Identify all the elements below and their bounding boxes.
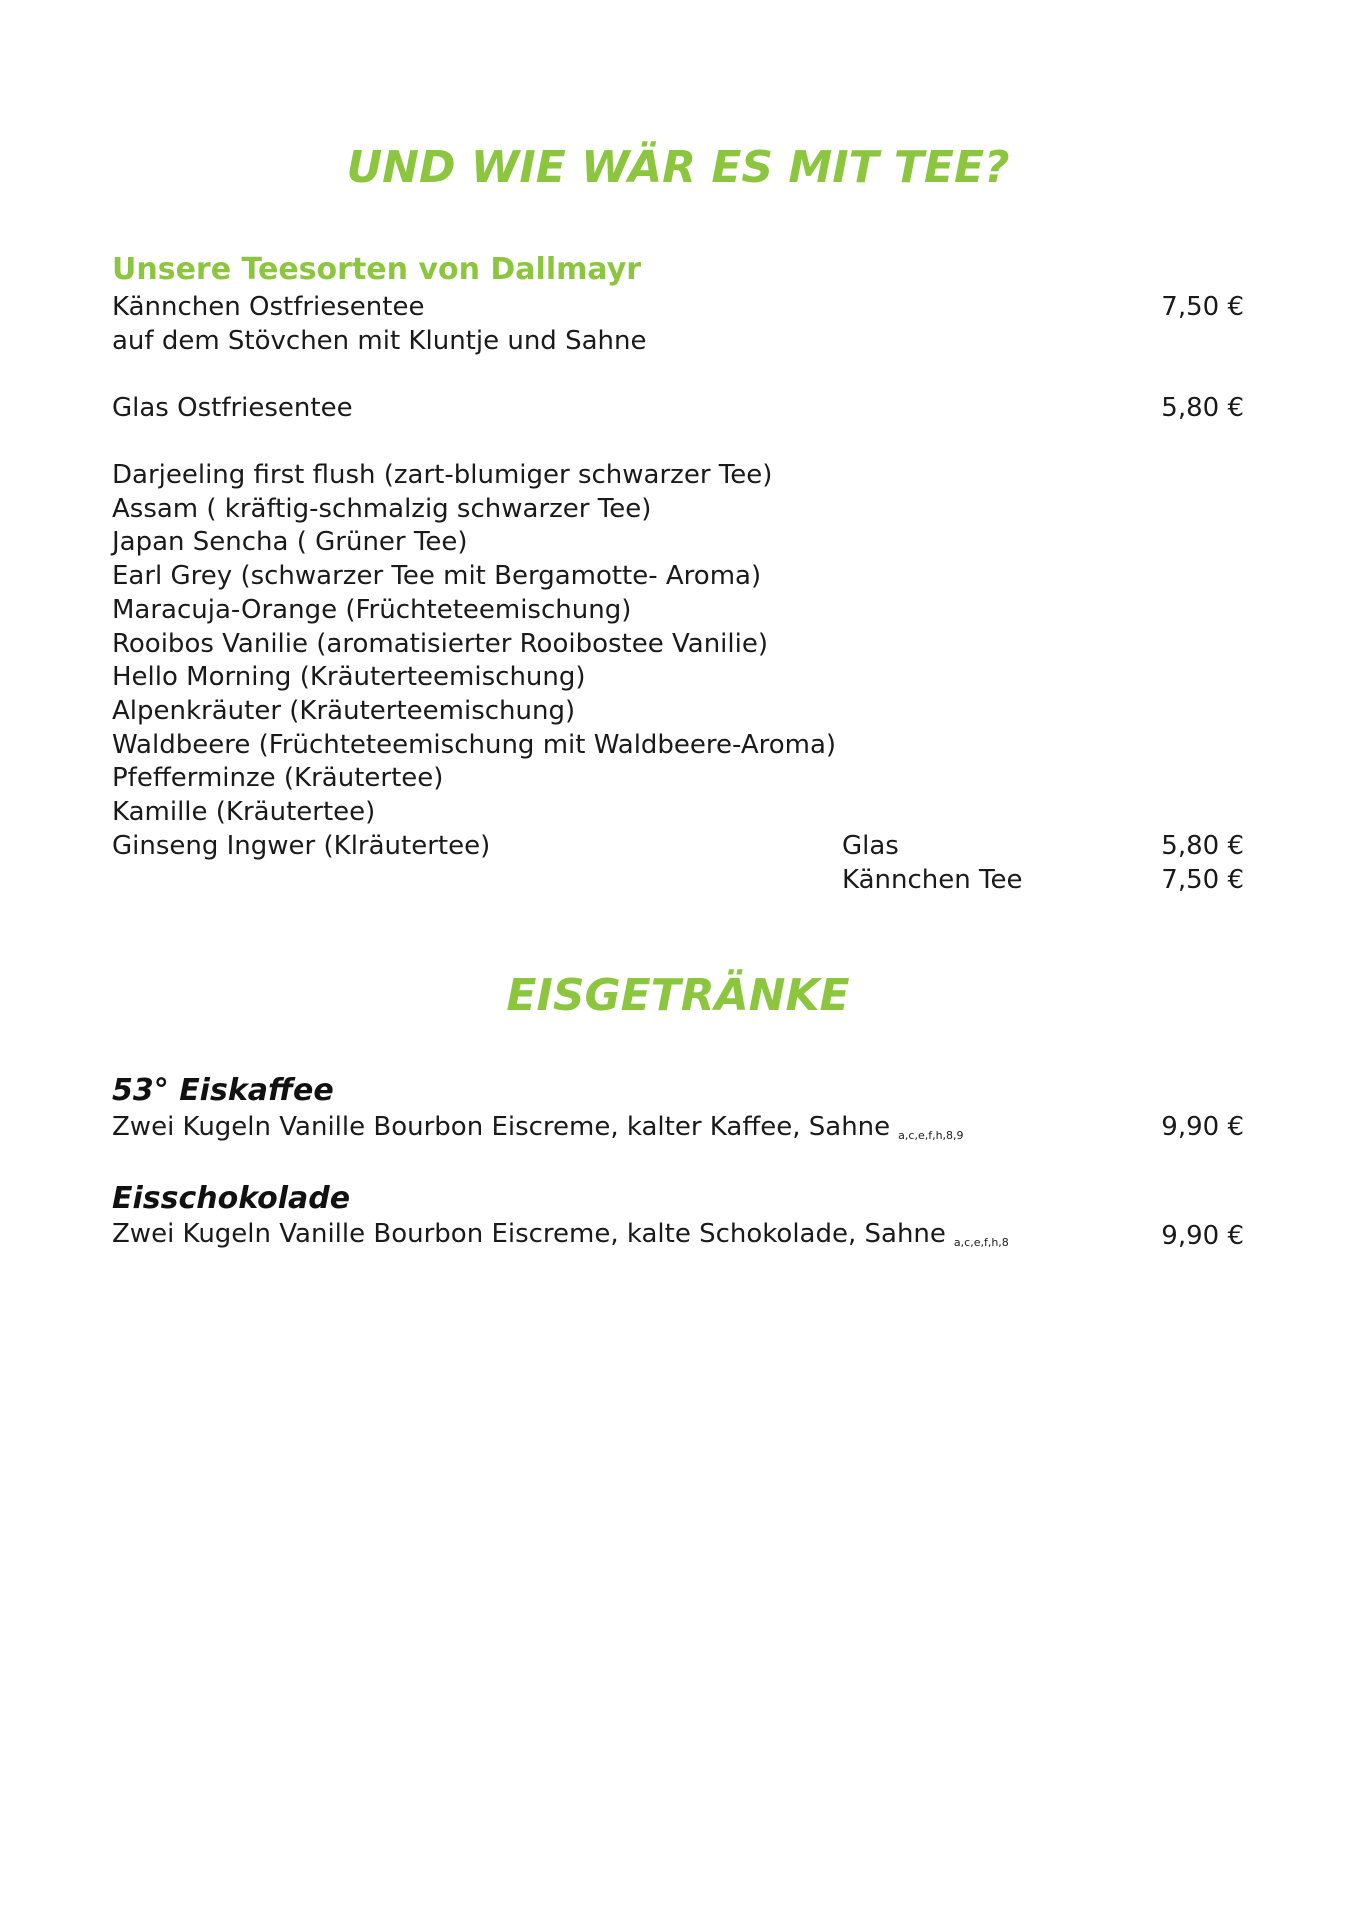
eisschokolade-description: Zwei Kugeln Vanille Bourbon Eiscreme, kalte Schokolade, Sahne	[112, 1219, 946, 1249]
eiskaffee-description: Zwei Kugeln Vanille Bourbon Eiscreme, kalter Kaffee, Sahne	[112, 1112, 891, 1142]
tea-title: UND WIE WÄR ES MIT TEE?	[346, 142, 1010, 193]
eiskaffee-price: 9,90 €	[1161, 1112, 1244, 1142]
tea-variety: Hello Morning (Kräuterteemischung)	[112, 662, 586, 693]
size-glas-label: Glas	[842, 831, 899, 861]
tea-variety: Assam ( kräftig-schmalzig schwarzer Tee)	[112, 493, 652, 524]
glas-ostfriesentee-price: 5,80 €	[1161, 393, 1244, 423]
size-kaennchen-price: 7,50 €	[1161, 865, 1244, 895]
tea-variety: Japan Sencha ( Grüner Tee)	[112, 527, 468, 558]
eiskaffee-description-line	[112, 1110, 964, 1153]
eisschokolade-allergens: a,c,e,f,h,8	[953, 1236, 1009, 1249]
eiskaffee-name: 53° Eiskaffee	[112, 1073, 334, 1108]
eiskaffee-allergens: a,c,e,f,h,8,9	[898, 1129, 964, 1142]
tea-variety: Ginseng Ingwer (Klräutertee)	[112, 830, 491, 861]
glas-ostfriesentee-name: Glas Ostfriesentee	[112, 393, 353, 423]
size-kaennchen-label: Kännchen Tee	[842, 865, 1023, 895]
eisschokolade-price: 9,90 €	[1161, 1221, 1244, 1251]
tea-variety: Waldbeere (Früchteteemischung mit Waldbeere-Aroma)	[112, 729, 837, 760]
tea-variety: Rooibos Vanilie (aromatisierter Rooibostee Vanilie)	[112, 628, 768, 659]
ice-drinks-title: EISGETRÄNKE	[506, 970, 850, 1021]
tea-variety: Kamille (Kräutertee)	[112, 797, 376, 828]
tea-variety: Pfefferminze (Kräutertee)	[112, 763, 444, 794]
tea-variety: Darjeeling first flush (zart-blumiger schwarzer Tee)	[112, 460, 773, 490]
tea-variety: Maracuja-Orange (Früchteteemischung)	[112, 594, 632, 625]
tea-varieties-list	[112, 459, 836, 863]
tea-section-heading: Unsere Teesorten von Dallmayr	[112, 252, 642, 287]
eisschokolade-description-line	[112, 1217, 1009, 1260]
eisschokolade-name: Eisschokolade	[112, 1181, 351, 1216]
kaennchen-ostfriesentee-description: auf dem Stövchen mit Kluntje und Sahne	[112, 326, 647, 356]
size-glas-price: 5,80 €	[1161, 831, 1244, 861]
kaennchen-ostfriesentee-name: Kännchen Ostfriesentee	[112, 292, 425, 322]
tea-variety: Earl Grey (schwarzer Tee mit Bergamotte- Aroma)	[112, 561, 762, 592]
tea-variety: Alpenkräuter (Kräuterteemischung)	[112, 695, 576, 726]
kaennchen-ostfriesentee-price: 7,50 €	[1161, 292, 1244, 322]
